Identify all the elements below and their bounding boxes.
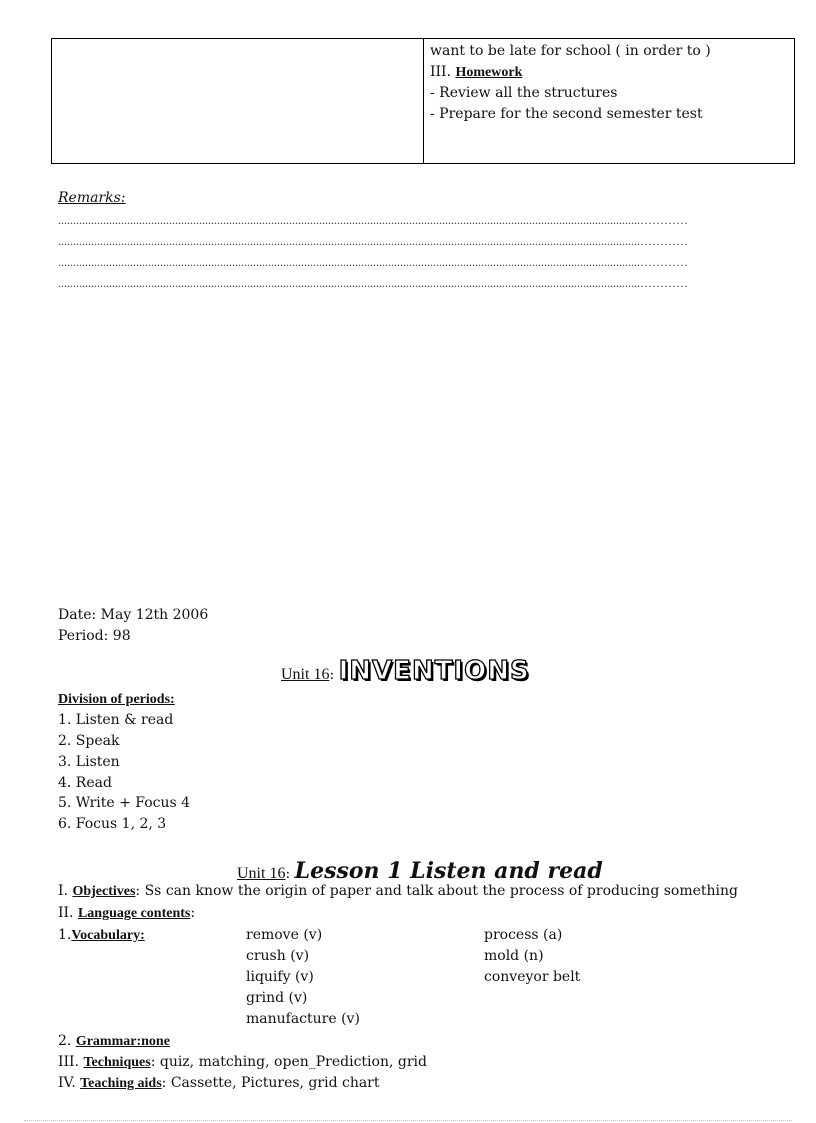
grammar-prefix: 2. xyxy=(58,1033,76,1049)
objectives-text: : Ss can know the origin of paper and talk about the process of producing something xyxy=(135,883,739,899)
vocab-word: crush (v) xyxy=(246,948,310,964)
table-right-cell xyxy=(430,41,711,125)
techniques-prefix: III. xyxy=(58,1054,84,1070)
division-item: 4. Read xyxy=(58,775,112,791)
division-item: 5. Write + Focus 4 xyxy=(58,795,191,811)
date-text: Date: May 12th 2006 xyxy=(58,607,209,623)
language-label: Language contents xyxy=(77,906,191,921)
objectives-prefix: I. xyxy=(58,883,73,899)
table-line: want to be late for school ( in order to ) xyxy=(430,43,711,59)
vocab-word: liquify (v) xyxy=(246,969,314,985)
remarks-dot-line: ..................................................................................................................................................................................................………… xyxy=(58,255,688,269)
lesson-table xyxy=(51,38,795,164)
teaching-aids-line xyxy=(58,1073,380,1094)
remarks-label: Remarks: xyxy=(58,190,126,206)
division-label: Division of periods: xyxy=(58,692,175,707)
vocabulary-label: Vocabulary: xyxy=(71,928,145,943)
teaching-aids-label: Teaching aids xyxy=(80,1076,162,1091)
unit-colon: : xyxy=(329,667,335,683)
techniques-line xyxy=(58,1052,427,1073)
homework-prefix: III. xyxy=(430,64,456,80)
unit-title xyxy=(281,654,530,692)
vocab-word: remove (v) xyxy=(246,927,323,943)
division-item: 2. Speak xyxy=(58,733,120,749)
vocabulary-line xyxy=(58,925,145,946)
language-prefix: II. xyxy=(58,905,78,921)
language-line xyxy=(58,903,195,924)
division-item: 3. Listen xyxy=(58,754,120,770)
lesson-name: Lesson 1 Listen and read xyxy=(294,858,603,884)
teaching-aids-text: : Cassette, Pictures, grid chart xyxy=(161,1075,380,1091)
techniques-label: Techniques xyxy=(83,1055,151,1070)
page-bottom-rule xyxy=(24,1120,792,1121)
vocabulary-prefix: 1. xyxy=(58,927,72,943)
techniques-text: : quiz, matching, open_Prediction, grid xyxy=(150,1054,427,1070)
period-text: Period: 98 xyxy=(58,628,131,644)
vocab-word: grind (v) xyxy=(246,990,308,1006)
grammar-line xyxy=(58,1031,170,1052)
remarks-dot-line: ..................................................................................................................................................................................................………… xyxy=(58,276,688,290)
table-line: - Review all the structures xyxy=(430,85,618,101)
table-line: - Prepare for the second semester test xyxy=(430,106,703,122)
remarks-dot-line: ..................................................................................................................................................................................................………… xyxy=(58,234,688,248)
objectives-line xyxy=(58,881,738,902)
grammar-label: Grammar:none xyxy=(75,1034,170,1049)
vocab-word: mold (n) xyxy=(484,948,544,964)
teaching-aids-prefix: IV. xyxy=(58,1075,81,1091)
vocab-word: conveyor belt xyxy=(484,969,581,985)
division-item: 6. Focus 1, 2, 3 xyxy=(58,816,167,832)
homework-line xyxy=(430,62,711,83)
unit-label: Unit 16 xyxy=(281,666,330,683)
division-item: 1. Listen & read xyxy=(58,712,174,728)
remarks-dot-line: ..................................................................................................................................................................................................………… xyxy=(58,213,688,227)
objectives-label: Objectives xyxy=(72,884,136,899)
vocab-word: manufacture (v) xyxy=(246,1011,360,1027)
table-column-divider xyxy=(423,39,424,163)
lesson-unit-label: Unit 16 xyxy=(237,865,286,882)
language-suffix: : xyxy=(190,905,196,921)
unit-name: INVENTIONS xyxy=(338,656,530,686)
homework-label: Homework xyxy=(455,65,523,80)
lesson-colon: : xyxy=(285,866,291,882)
vocab-word: process (a) xyxy=(484,927,563,943)
